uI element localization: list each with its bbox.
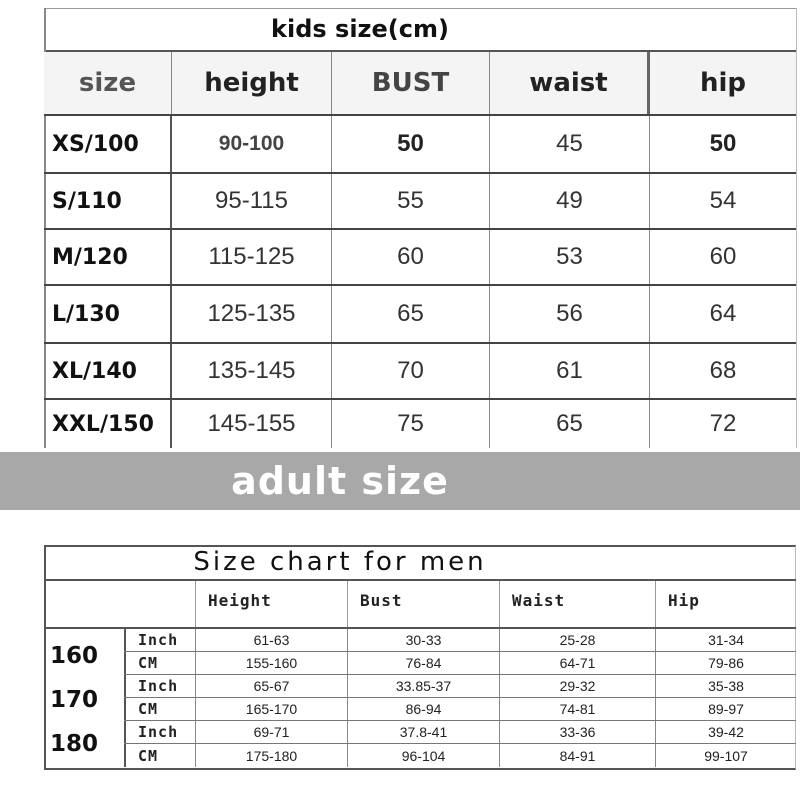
hip-cell: 89-97: [708, 701, 744, 717]
height-cell: 65-67: [196, 675, 348, 697]
table-row: [44, 286, 796, 344]
table-right-border: [796, 8, 797, 448]
header-waist: Waist: [500, 581, 656, 627]
header-height: Height: [196, 581, 348, 627]
waist-cell: 45: [490, 116, 650, 172]
hip-cell: 50: [709, 130, 737, 157]
kids-size-table: [44, 8, 796, 448]
waist-cell: 25-28: [500, 629, 656, 651]
size-cell: M/120: [44, 230, 172, 284]
adult-size-banner: [0, 452, 800, 510]
height-cell: 145-155: [172, 400, 332, 448]
height-cell: 165-170: [196, 698, 348, 720]
height-cell: 69-71: [196, 721, 348, 743]
size-cell: XXL/150: [44, 400, 172, 448]
men-table-title: Size chart for men: [44, 545, 796, 581]
header-waist: waist: [490, 52, 650, 114]
hip-cell: 60: [709, 243, 737, 270]
height-cell: 175-180: [196, 744, 348, 767]
waist-cell: 61: [490, 344, 650, 398]
waist-cell: 49: [490, 174, 650, 228]
bust-cell: 86-94: [348, 698, 500, 720]
size-cell: S/110: [44, 174, 172, 228]
table-row: [44, 344, 796, 400]
header-size: size: [44, 52, 172, 114]
bust-cell: 37.8-41: [348, 721, 500, 743]
waist-cell: 33-36: [500, 721, 656, 743]
unit-cell: CM: [124, 744, 196, 767]
header-height: height: [172, 52, 332, 114]
waist-cell: 64-71: [500, 652, 656, 674]
waist-cell: 74-81: [500, 698, 656, 720]
waist-cell: 65: [490, 400, 650, 448]
bust-cell: 70: [332, 344, 490, 398]
table-row: [124, 675, 796, 698]
height-cell: 135-145: [172, 344, 332, 398]
waist-cell: 29-32: [500, 675, 656, 697]
size-cell: XL/140: [44, 344, 172, 398]
hip-cell: 79-86: [708, 655, 744, 671]
height-cell: 61-63: [196, 629, 348, 651]
unit-cell: Inch: [124, 629, 196, 651]
table-row: [124, 721, 796, 744]
bust-cell: 96-104: [348, 744, 500, 767]
men-size-table: [44, 545, 796, 770]
table-row: [124, 652, 796, 675]
size-label-180: 180: [50, 731, 99, 757]
unit-cell: CM: [124, 698, 196, 720]
height-cell: 95-115: [172, 174, 332, 228]
size-cell: XS/100: [44, 116, 172, 172]
unit-cell: Inch: [124, 675, 196, 697]
header-blank: [44, 581, 196, 627]
hip-cell: 54: [709, 187, 737, 214]
bust-cell: 30-33: [348, 629, 500, 651]
hip-cell: 35-38: [708, 678, 744, 694]
header-bust: BUST: [332, 52, 490, 114]
bust-cell: 55: [332, 174, 490, 228]
table-row: [44, 116, 796, 174]
hip-cell: 72: [709, 410, 737, 437]
size-cell: L/130: [44, 286, 172, 342]
table-row: [44, 230, 796, 286]
hip-cell: 99-107: [704, 747, 748, 764]
table-row: [124, 698, 796, 721]
waist-cell: 53: [490, 230, 650, 284]
waist-cell: 56: [490, 286, 650, 342]
size-label-170: 170: [50, 687, 99, 713]
bust-cell: 60: [332, 230, 490, 284]
height-cell: 90-100: [172, 116, 332, 172]
size-label-160: 160: [50, 643, 99, 669]
adult-size-label: adult size: [231, 459, 449, 503]
kids-header-row: [44, 52, 796, 116]
bust-cell: 65: [332, 286, 490, 342]
table-row: [124, 744, 796, 767]
bust-cell: 76-84: [348, 652, 500, 674]
bust-cell: 33.85-37: [348, 675, 500, 697]
men-header-row: [44, 581, 796, 629]
bust-cell: 75: [332, 400, 490, 448]
header-hip: Hip: [668, 591, 700, 610]
table-row: [124, 629, 796, 652]
header-hip: hip: [699, 68, 747, 98]
hip-cell: 39-42: [708, 724, 744, 740]
waist-cell: 84-91: [500, 744, 656, 767]
height-cell: 125-135: [172, 286, 332, 342]
hip-cell: 31-34: [708, 632, 744, 648]
unit-cell: Inch: [124, 721, 196, 743]
table-row: [44, 400, 796, 448]
kids-table-title: kids size(cm): [44, 8, 796, 52]
table-row: [44, 174, 796, 230]
hip-cell: 64: [709, 300, 737, 327]
height-cell: 155-160: [196, 652, 348, 674]
height-cell: 115-125: [172, 230, 332, 284]
header-bust: Bust: [348, 581, 500, 627]
hip-cell: 68: [709, 357, 737, 384]
unit-cell: CM: [124, 652, 196, 674]
bust-cell: 50: [332, 116, 490, 172]
